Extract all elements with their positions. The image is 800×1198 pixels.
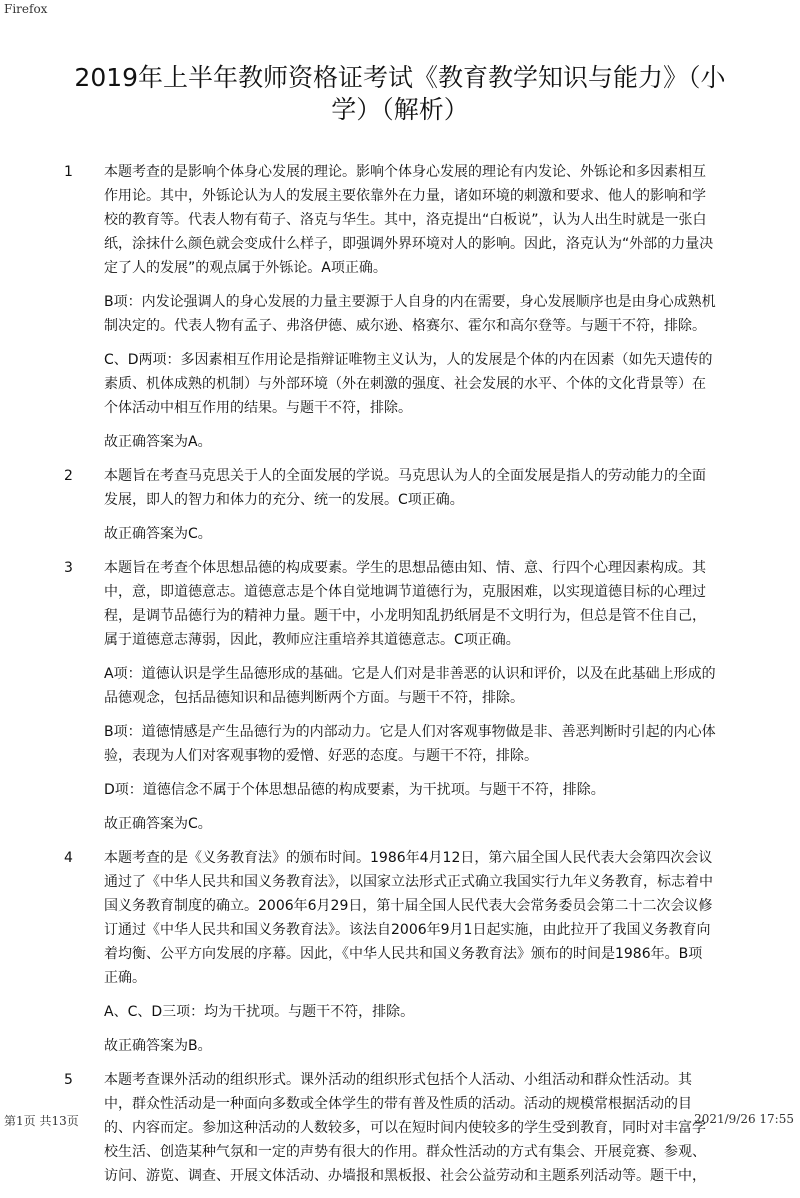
page-title: 2019年上半年教师资格证考试《教育教学知识与能力》（小学）（解析） (74, 63, 726, 124)
page-indicator: 第1页 共13页 (4, 1114, 79, 1128)
document-content (0, 160, 800, 1198)
question-number: 2 (64, 468, 73, 484)
question-item-4 (0, 846, 800, 1058)
explanation-paragraph: A项：道德认识是学生品德形成的基础。它是人们对是非善恶的认识和评价，以及在此基础上形成的品德观念，包括品德知识和品德判断两个方面。与题干不符，排除。 (104, 666, 716, 706)
question-number: 1 (64, 164, 73, 180)
question-item-3 (0, 556, 800, 836)
explanation-paragraph: 本题考查的是《义务教育法》的颁布时间。1986年4月12日，第六届全国人民代表大会第四次会议通过了《中华人民共和国义务教育法》，以国家立法形式正式确立我国实行九年义务教育，标志着中国义务教育制度的确立。2006年6月29日，第十届全国人民代表大会常务委员会第二十二次会议修订通过《中华人民共和国义务教育法》。该法自2006年9月1日起实施，由此拉开了我国义务教育向着均衡、公平方向发展的序幕。因此，《中华人民共和国义务教育法》颁布的时间是1986年。B项正确。 (104, 850, 713, 986)
question-item-5 (0, 1068, 800, 1188)
question-number: 5 (64, 1072, 73, 1088)
answer-line: 故正确答案为B。 (104, 1038, 212, 1054)
explanation-paragraph: B项：道德情感是产生品德行为的内部动力。它是人们对客观事物做是非、善恶判断时引起的内心体验，表现为人们对客观事物的爱憎、好恶的态度。与题干不符，排除。 (104, 724, 716, 764)
question-item-1 (0, 160, 800, 454)
explanation-paragraph: D项：道德信念不属于个体思想品德的构成要素，为干扰项。与题干不符，排除。 (104, 782, 605, 798)
question-item-2 (0, 464, 800, 546)
answer-line: 故正确答案为C。 (104, 816, 212, 832)
explanation-paragraph: 本题考查的是影响个体身心发展的理论。影响个体身心发展的理论有内发论、外铄论和多因素相互作用论。其中，外铄论认为人的发展主要依靠外在力量，诸如环境的刺激和要求、他人的影响和学校的教育等。代表人物有荀子、洛克与华生。其中，洛克提出“白板说”，认为人出生时就是一张白纸，涂抹什么颜色就会变成什么样子，即强调外界环境对人的影响。因此，洛克认为“外部的力量决定了人的发展”的观点属于外铄论。A项正确。 (104, 164, 714, 276)
answer-line: 故正确答案为C。 (104, 526, 212, 542)
explanation-paragraph: C、D两项：多因素相互作用论是指辩证唯物主义认为，人的发展是个体的内在因素（如先天遗传的素质、机体成熟的机制）与外部环境（外在刺激的强度、社会发展的水平、个体的文化背景等）在个体活动中相互作用的结果。与题干不符，排除。 (104, 352, 713, 416)
print-timestamp: 2021/9/26 17:55 (694, 1112, 794, 1126)
question-number: 3 (64, 560, 73, 576)
explanation-paragraph: A、C、D三项：均为干扰项。与题干不符，排除。 (104, 1004, 415, 1020)
explanation-paragraph: 本题旨在考查个体思想品德的构成要素。学生的思想品德由知、情、意、行四个心理因素构成。其中，意，即道德意志。道德意志是个体自觉地调节道德行为，克服困难，以实现道德目标的心理过程，是调节品德行为的精神力量。题干中，小龙明知乱扔纸屑是不文明行为，但总是管不住自己，属于道德意志薄弱，因此，教师应注重培养其道德意志。C项正确。 (104, 560, 706, 648)
explanation-paragraph: 本题考查课外活动的组织形式。课外活动的组织形式包括个人活动、小组活动和群众性活动。其中，群众性活动是一种面向多数或全体学生的带有普及性质的活动。活动的规模常根据活动的目的、内容而定。参加这种活动的人数较多，可以在短时间内使较多的学生受到教育，同时对丰富学校生活、创造某种气氛和一定的声势有很大的作用。群众性活动的方式有集会、开展竞赛、参观、访问、游览、调查、开展文体活动、办墙报和黑板报、社会公益劳动和主题系列活动等。题干中， (104, 1072, 706, 1184)
question-number: 4 (64, 850, 73, 866)
explanation-paragraph: 本题旨在考查马克思关于人的全面发展的学说。马克思认为人的全面发展是指人的劳动能力的全面发展，即人的智力和体力的充分、统一的发展。C项正确。 (104, 468, 706, 508)
answer-line: 故正确答案为A。 (104, 434, 212, 450)
browser-app-label: Firefox (4, 2, 48, 16)
explanation-paragraph: B项：内发论强调人的身心发展的力量主要源于人自身的内在需要，身心发展顺序也是由身心成熟机制决定的。代表人物有孟子、弗洛伊德、威尔逊、格赛尔、霍尔和高尔登等。与题干不符，排除。 (104, 294, 716, 334)
